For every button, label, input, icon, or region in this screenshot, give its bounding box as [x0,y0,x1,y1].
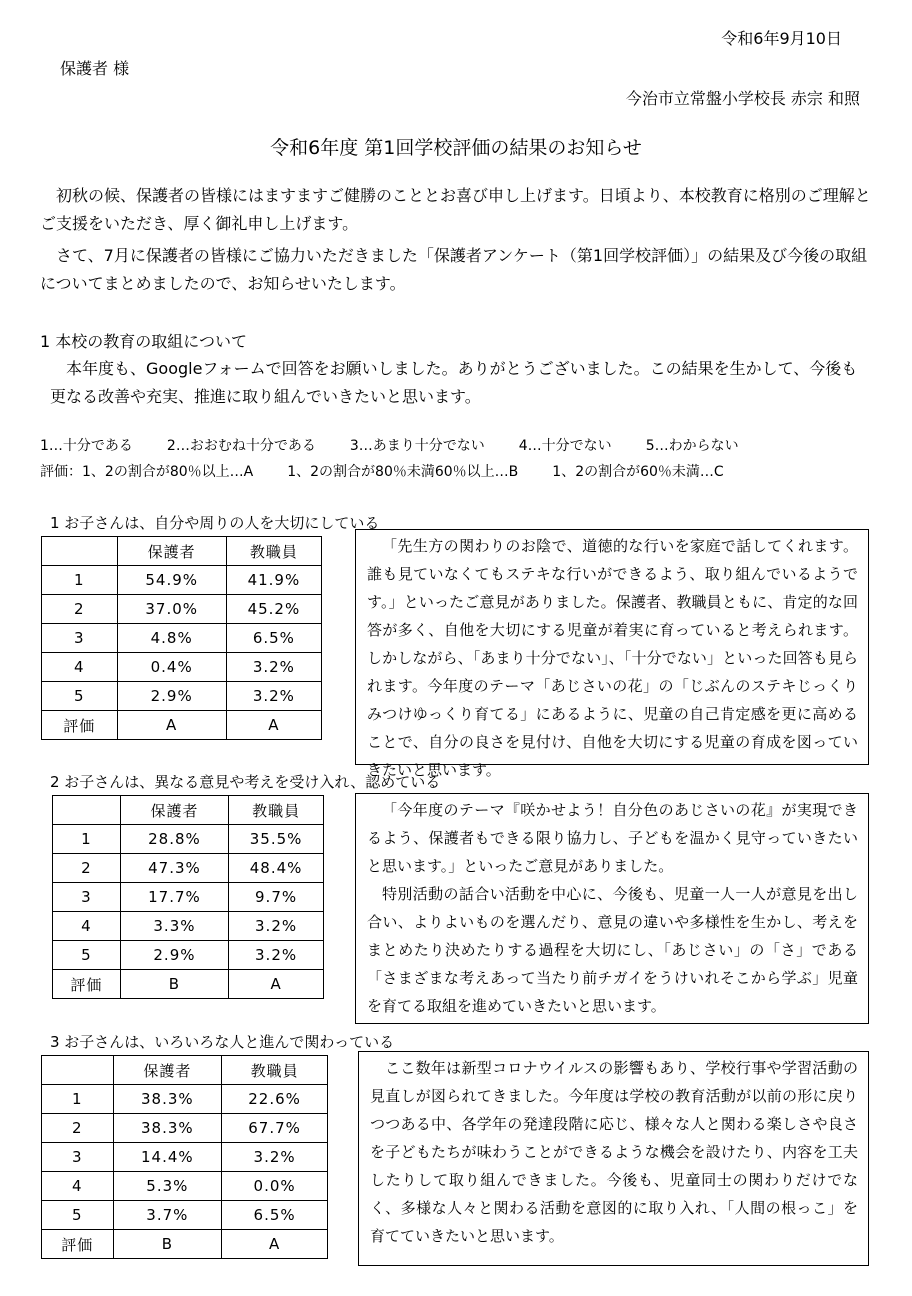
row-label: 1 [42,566,118,595]
addressee: 保護者 様 [60,59,130,78]
parent-value: 37.0% [117,595,226,624]
parent-value: 14.4% [113,1143,222,1172]
scale-item: 1…十分である [40,438,133,454]
question-2-table [52,795,324,999]
staff-value: 41.9% [226,566,321,595]
question-3-table [41,1055,328,1259]
row-label: 5 [42,682,118,711]
staff-value: 3.2% [229,941,324,970]
staff-value: 0.0% [222,1172,328,1201]
parent-value: 2.9% [120,941,228,970]
table-row [42,1143,328,1172]
comment-paragraph: 「先生方の関わりのお陰で、道徳的な行いを家庭で話してくれます。誰も見ていなくてもステキな行いができるよう、取り組んでいるようです。」といったご意見がありました。保護者、教職員ともに、肯定的な回答が多く、自他を大切にする児童が着実に育っていると考えられます。しかしながら、「あまり十分でない」、「十分でない」といった回答も見られます。今年度のテーマ「あじさいの花」の「じぶんのステキじっくりみつけゆっくり育てる」にあるように、児童の自己肯定感を更に高めることで、自分の良さを見付け、自他を大切にする児童の育成を図っていきたいと思います。 [367,537,858,779]
table-row [53,970,324,999]
staff-value: 45.2% [226,595,321,624]
table-row [53,941,324,970]
header-cell-empty [42,1056,114,1085]
parent-value: 0.4% [117,653,226,682]
table-row [42,624,322,653]
staff-value: A [226,711,321,740]
section-body: 本年度も、Googleフォームで回答をお願いしました。ありがとうございました。この結果を生かして、今後も更なる改善や充実、推進に取り組んでいきたいと思います。 [50,359,858,406]
header-cell-parent: 保護者 [120,796,228,825]
table-row [42,711,322,740]
section-heading: 1 本校の教育の取組について [40,332,247,351]
row-label: 2 [42,595,118,624]
staff-value: 22.6% [222,1085,328,1114]
scale-item: 5…わからない [645,438,739,454]
criteria-item: 評価：1、2の割合が80％以上…A [40,464,254,480]
parent-value: 54.9% [117,566,226,595]
intro-paragraph-1: 初秋の候、保護者の皆様にはますますご健勝のこととお喜び申し上げます。日頃より、本校教育に格別のご理解とご支援をいただき、厚く御礼申し上げます。 [40,186,871,233]
question-1-table [41,536,322,740]
table-row [53,912,324,941]
answer-scale [40,435,773,455]
staff-value: 3.2% [226,682,321,711]
question-1-heading: 1 お子さんは、自分や周りの人を大切にしている [50,514,380,532]
comment-paragraph: ここ数年は新型コロナウイルスの影響もあり、学校行事や学習活動の見直しが図られてきました。今年度は学校の教育活動が以前の形に戻りつつある中、各学年の発達段階に応じ、様々な人と関わる楽しさや良さを子どもたちが味わうことができるような機会を設けたり、内容を工夫したりして取り組んできました。今後も、児童同士の関わりだけでなく、多様な人々と関わる活動を意図的に取り入れ、「人間の根っこ」を育てていきたいと思います。 [370,1059,858,1245]
staff-value: 48.4% [229,854,324,883]
table-row [42,1172,328,1201]
row-label: 5 [53,941,121,970]
table-row [53,854,324,883]
row-label: 5 [42,1201,114,1230]
sender: 今治市立常盤小学校長 赤宗 和照 [625,89,860,108]
table-row [42,566,322,595]
header-cell-parent: 保護者 [117,537,226,566]
comment-paragraph: 特別活動の話合い活動を中心に、今後も、児童一人一人が意見を出し合い、よりよいものを選んだり、意見の違いや多様性を生かし、考えをまとめたり決めたりする過程を大切にし、「あじさい」の「さ」である「さまざまな考えあって当たり前チガイをうけいれそこから学ぶ」児童を育てる取組を進めていきたいと思います。 [367,885,858,1015]
table-row [42,653,322,682]
question-3-comment [358,1051,869,1266]
parent-value: 5.3% [113,1172,222,1201]
parent-value: 17.7% [120,883,228,912]
parent-value: 38.3% [113,1114,222,1143]
table-row [42,682,322,711]
row-label: 3 [42,624,118,653]
header-cell-staff: 教職員 [222,1056,328,1085]
staff-value: 67.7% [222,1114,328,1143]
row-label: 評価 [53,970,121,999]
row-label: 4 [42,653,118,682]
parent-value: 3.7% [113,1201,222,1230]
header-cell-staff: 教職員 [229,796,324,825]
criteria-item: 1、2の割合が80％未満60％以上…B [287,464,519,480]
row-label: 3 [42,1143,114,1172]
staff-value: A [222,1230,328,1259]
criteria-item: 1、2の割合が60％未満…C [552,464,724,480]
row-label: 1 [42,1085,114,1114]
parent-value: B [120,970,228,999]
header-cell-empty [53,796,121,825]
table-header-row [42,537,322,566]
scale-item: 2…おおむね十分である [166,438,316,454]
table-header-row [42,1056,328,1085]
parent-value: 3.3% [120,912,228,941]
question-2-comment [355,793,869,1024]
table-row [53,825,324,854]
evaluation-criteria [40,461,758,481]
table-row [42,1114,328,1143]
staff-value: 35.5% [229,825,324,854]
staff-value: 6.5% [226,624,321,653]
scale-item: 4…十分でない [518,438,612,454]
question-2-heading: 2 お子さんは、異なる意見や考えを受け入れ、認めている [50,773,441,791]
table-row [42,595,322,624]
question-1-comment [355,529,869,779]
staff-value: 3.2% [226,653,321,682]
table-row [42,1085,328,1114]
page-title: 令和6年度 第1回学校評価の結果のお知らせ [270,137,642,159]
parent-value: 4.8% [117,624,226,653]
scale-item: 3…あまり十分でない [349,438,485,454]
row-label: 4 [53,912,121,941]
parent-value: 2.9% [117,682,226,711]
header-cell-empty [42,537,118,566]
table-header-row [53,796,324,825]
staff-value: 6.5% [222,1201,328,1230]
parent-value: 47.3% [120,854,228,883]
table-row [42,1230,328,1259]
staff-value: A [229,970,324,999]
staff-value: 9.7% [229,883,324,912]
comment-paragraph: 「今年度のテーマ『咲かせよう！自分色のあじさいの花』が実現できるよう、保護者もできる限り協力し、子どもを温かく見守っていきたいと思います。」といったご意見がありました。 [367,801,858,875]
letter-date: 令和6年9月10日 [721,29,842,48]
row-label: 2 [42,1114,114,1143]
row-label: 1 [53,825,121,854]
parent-value: 38.3% [113,1085,222,1114]
row-label: 評価 [42,1230,114,1259]
row-label: 3 [53,883,121,912]
row-label: 評価 [42,711,118,740]
row-label: 2 [53,854,121,883]
staff-value: 3.2% [222,1143,328,1172]
header-cell-staff: 教職員 [226,537,321,566]
header-cell-parent: 保護者 [113,1056,222,1085]
parent-value: B [113,1230,222,1259]
table-row [42,1201,328,1230]
table-row [53,883,324,912]
staff-value: 3.2% [229,912,324,941]
question-3-heading: 3 お子さんは、いろいろな人と進んで関わっている [50,1033,395,1051]
row-label: 4 [42,1172,114,1201]
intro-paragraph-2: さて、7月に保護者の皆様にご協力いただきました「保護者アンケート（第1回学校評価）」の結果及び今後の取組についてまとめましたので、お知らせいたします。 [40,246,868,293]
parent-value: A [117,711,226,740]
parent-value: 28.8% [120,825,228,854]
